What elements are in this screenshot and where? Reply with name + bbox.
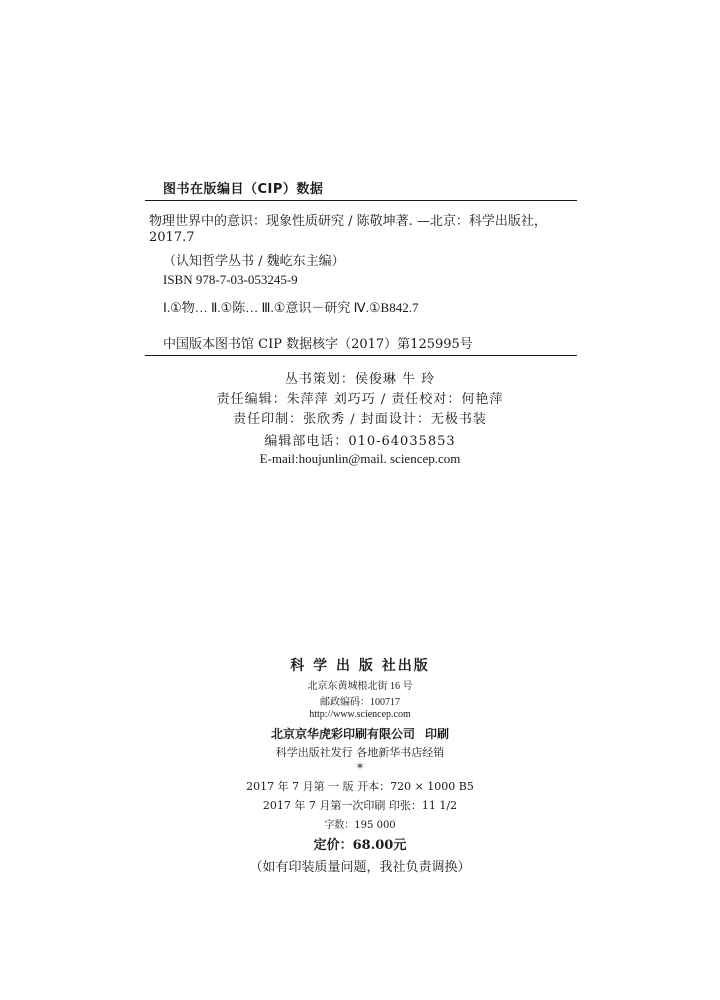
responsible-editor: 责任编辑：朱萍萍 刘巧巧 / 责任校对：何艳萍 [216,392,504,407]
cip-record-number: 中国版本图书馆 CIP 数据核字（2017）第125995号 [163,337,473,352]
distribution-line: 科学出版社发行 各地新华书店经销 [275,746,445,759]
publisher-website: http://www.sciencep.com [309,709,411,720]
publisher-address: 北京东黄城根北街 16 号 [307,681,413,692]
cip-heading: 图书在版编目（CIP）数据 [163,182,324,197]
publisher-name [0,655,720,675]
printer-name: 北京京华虎彩印刷有限公司 [270,727,415,741]
edition-line: 2017 年 7 月第 一 版 开本：720 × 1000 B5 [246,780,474,793]
cip-isbn: ISBN 978-7-03-053245-9 [163,272,298,287]
cip-classification: Ⅰ.①物… Ⅱ.①陈… Ⅲ.①意识－研究 Ⅳ.①B842.7 [163,300,419,315]
separator-star: * [357,761,363,775]
cip-bottom-rule [145,355,577,356]
editorial-email: E-mail:houjunlin@mail. sciencep.com [259,451,461,466]
printer-suffix: 印刷 [425,727,450,741]
publisher-logo-text: 科 学 出 版 社 [290,658,398,674]
cip-title-line: 物理世界中的意识：现象性质研究 / 陈敬坤著. —北京：科学出版社， [149,214,547,229]
printer-line [0,725,720,742]
cip-series-line: （认知哲学丛书 / 魏屹东主编） [163,254,345,269]
impression-line: 2017 年 7 月第一次印刷 印张：11 1/2 [262,799,458,812]
editorial-phone: 编辑部电话：010-64035853 [264,434,456,449]
responsible-printing: 责任印制：张欣秀 / 封面设计：无极书装 [233,412,487,427]
series-planner: 丛书策划：侯俊琳 牛 玲 [284,372,436,387]
cip-top-rule [145,200,577,201]
cip-date-line: 2017.7 [149,230,195,245]
publisher-postcode: 邮政编码：100717 [320,697,400,708]
publisher-name-suffix: 出版 [397,658,430,674]
price-line [0,834,720,853]
quality-notice: （如有印装质量问题，我社负责调换） [249,860,471,875]
price-value: 68.00元 [352,838,407,853]
price-label: 定价： [313,838,353,853]
word-count: 字数：195 000 [324,820,396,831]
